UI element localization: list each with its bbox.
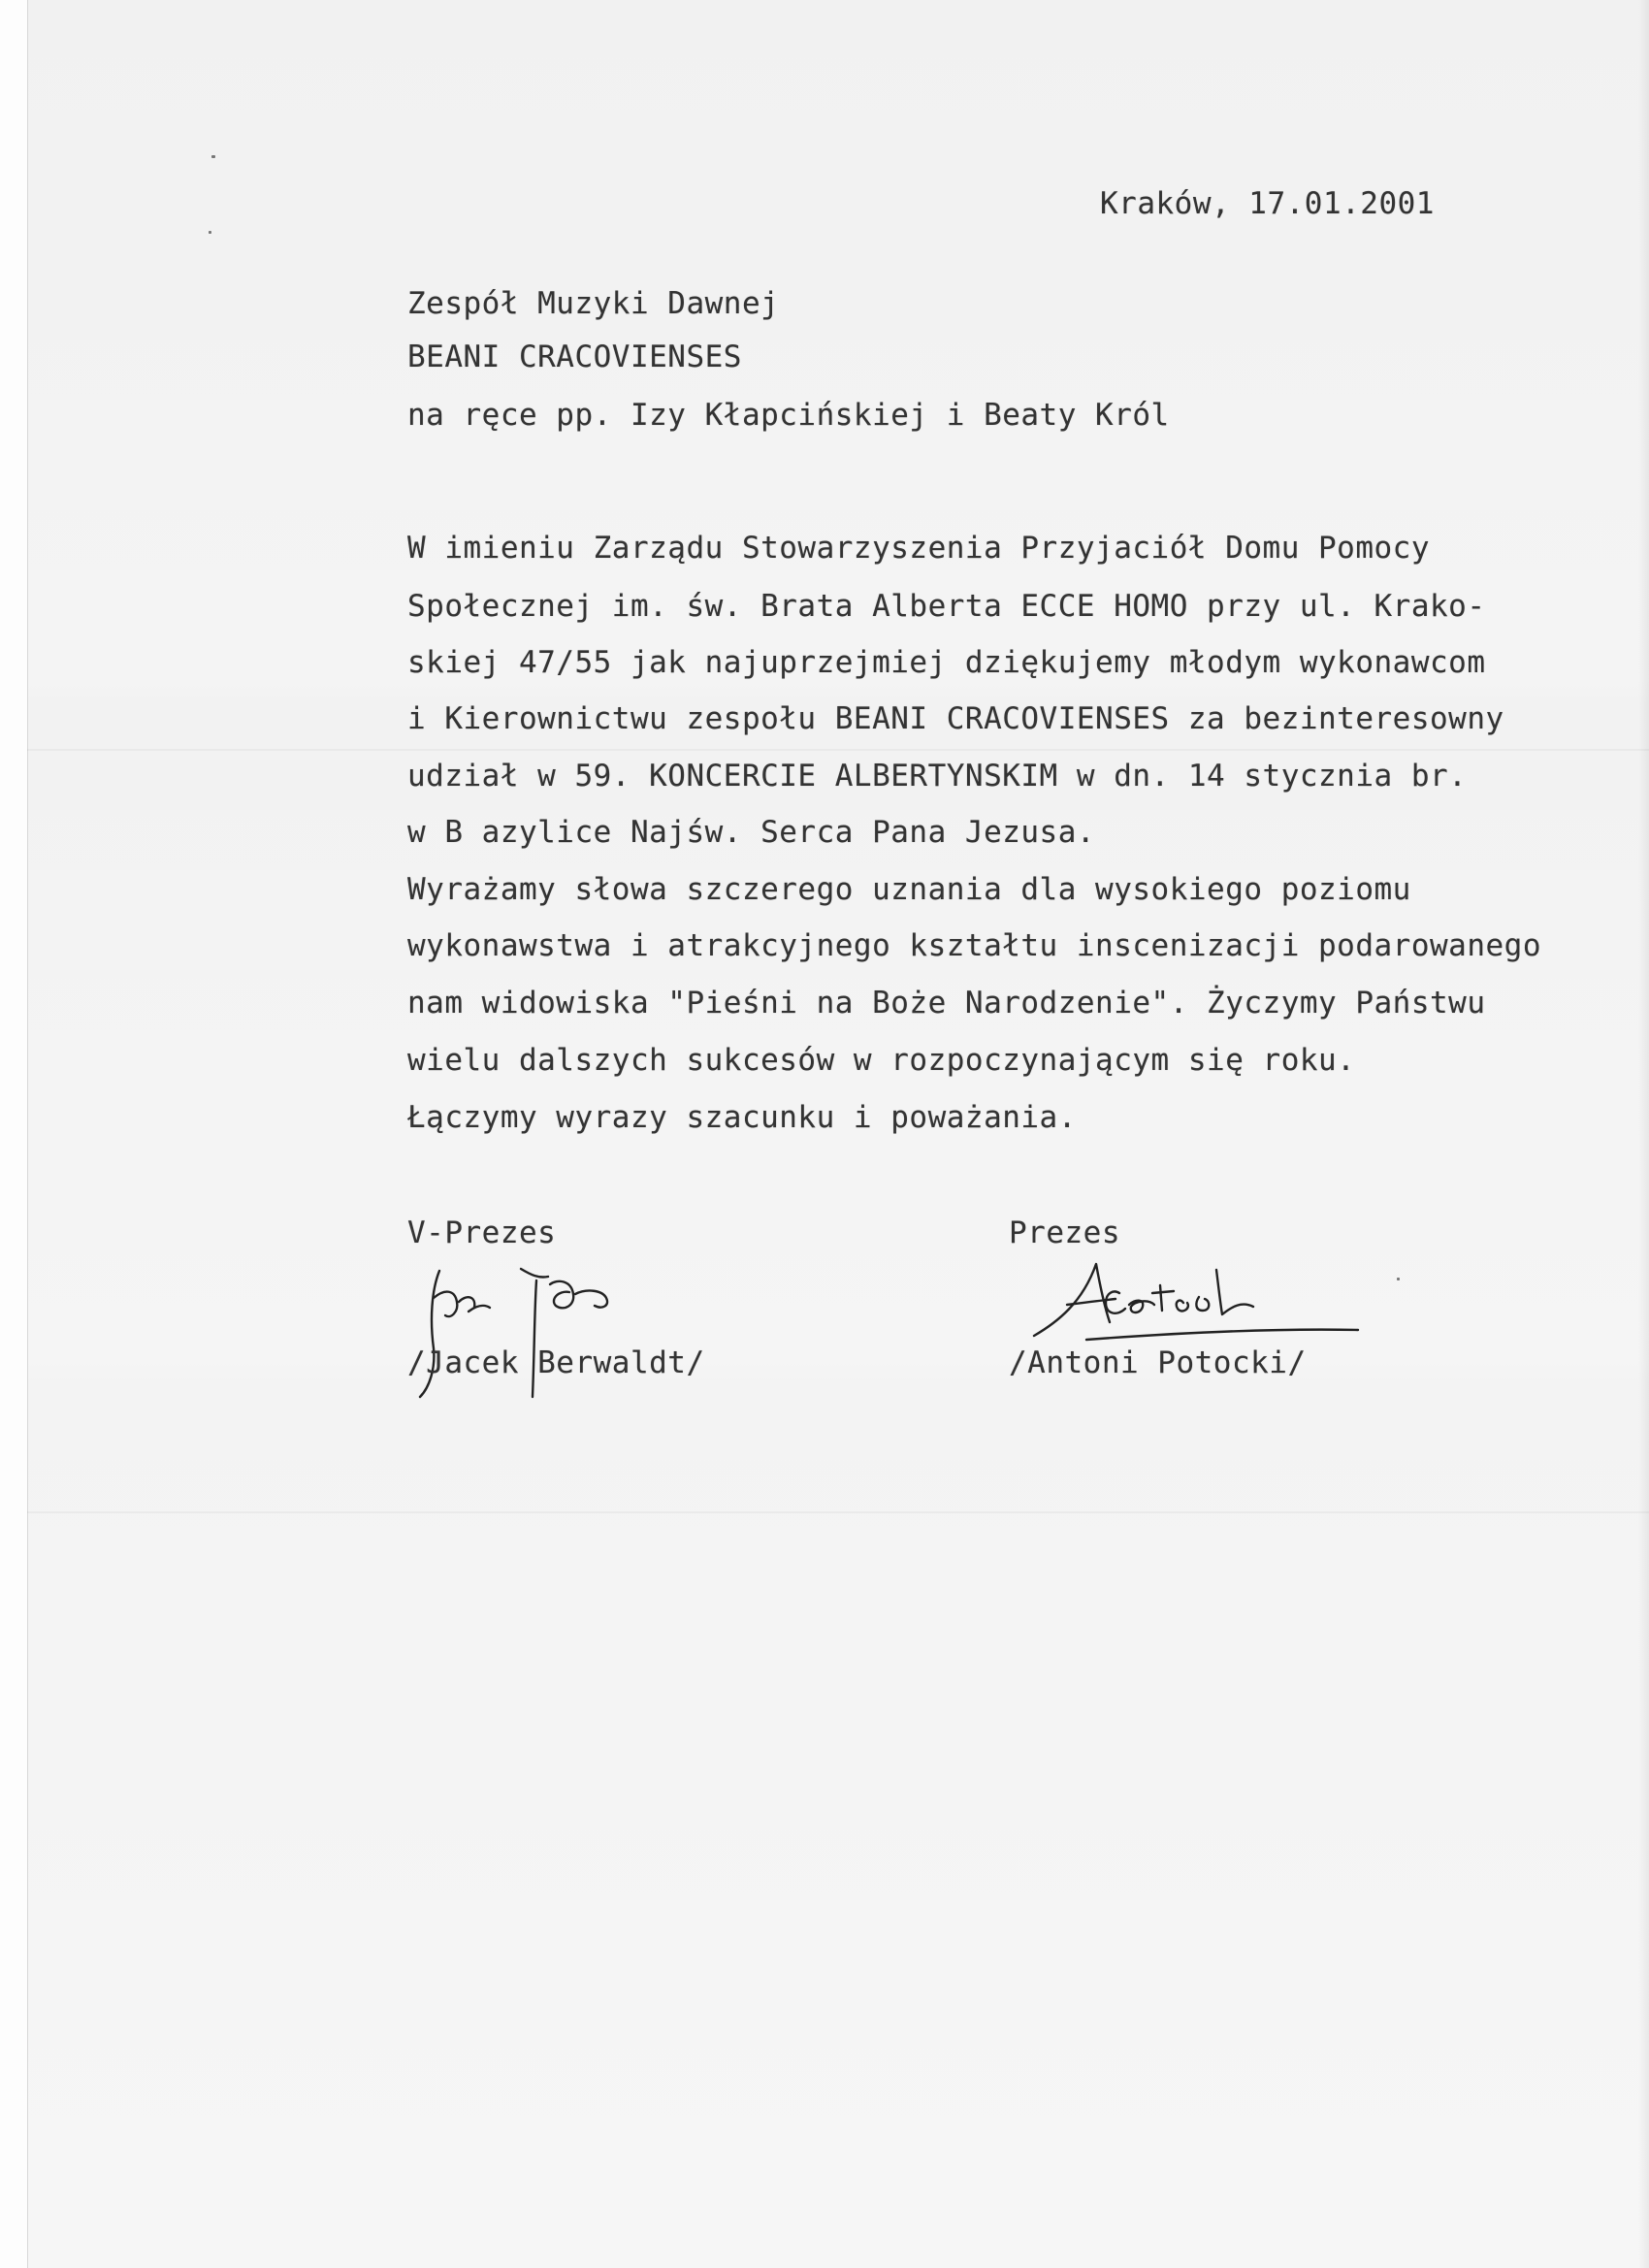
body-line: nam widowiska "Pieśni na Boże Narodzenie". Życzymy Państwu (407, 986, 1486, 1021)
signatory-role-left: V-Prezes (407, 1215, 557, 1250)
recipient-line: Zespół Muzyki Dawnej (407, 286, 780, 321)
body-line: wykonawstwa i atrakcyjnego kształtu inscenizacji podarowanego (407, 928, 1541, 963)
signatory-role-right: Prezes (1009, 1215, 1120, 1250)
signatory-name-left: /Jacek Berwaldt/ (407, 1345, 705, 1380)
body-line: i Kierownictwu zespołu BEANI CRACOVIENSES za bezinteresowny (407, 701, 1504, 736)
body-line: udział w 59. KONCERCIE ALBERTYNSKIM w dn. 14 stycznia br. (407, 759, 1468, 794)
body-line: wielu dalszych sukcesów w rozpoczynającym się roku. (407, 1043, 1356, 1078)
paper-speck (209, 231, 211, 234)
recipient-line: BEANI CRACOVIENSES (407, 340, 742, 374)
signatory-name-right: /Antoni Potocki/ (1009, 1345, 1307, 1380)
paper-fold (27, 749, 1649, 751)
page-edge-shadow (1638, 0, 1649, 2268)
body-line: w B azylice Najśw. Serca Pana Jezusa. (407, 815, 1096, 850)
paper-speck (1397, 1278, 1400, 1280)
letter-date: Kraków, 17.01.2001 (1100, 186, 1435, 221)
paper-fold (27, 1511, 1649, 1513)
recipient-line: na ręce pp. Izy Kłapcińskiej i Beaty Król (407, 398, 1170, 433)
body-line: skiej 47/55 jak najuprzejmiej dziękujemy młodym wykonawcom (407, 645, 1486, 680)
handwritten-signature-left (412, 1251, 645, 1407)
body-line: W imieniu Zarządu Stowarzyszenia Przyjaciół Domu Pomocy (407, 531, 1430, 566)
body-line: Wyrażamy słowa szczerego uznania dla wysokiego poziomu (407, 872, 1411, 907)
paper-speck (211, 155, 215, 158)
body-line: Łączymy wyrazy szacunku i poważania. (407, 1100, 1077, 1135)
body-line: Społecznej im. św. Brata Alberta ECCE HOMO przy ul. Krako- (407, 589, 1486, 624)
